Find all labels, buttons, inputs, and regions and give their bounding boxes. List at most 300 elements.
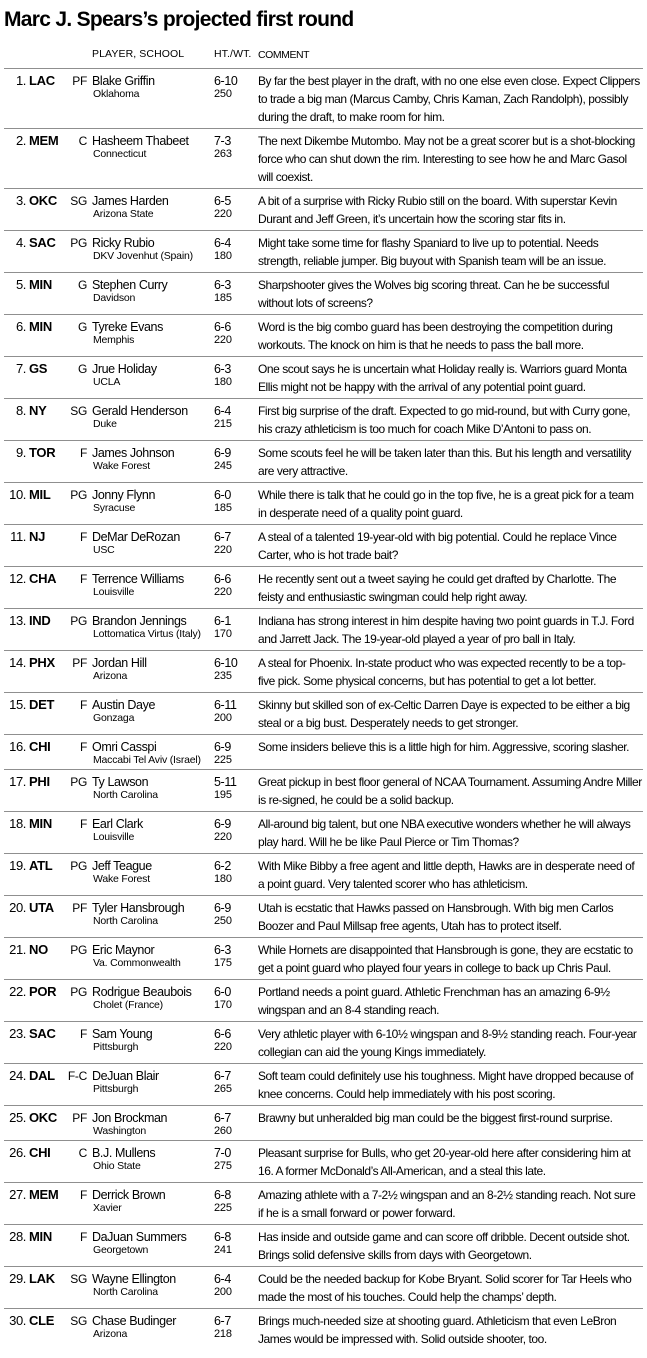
pick-cell bbox=[4, 941, 62, 957]
player-weight: 220 bbox=[214, 334, 232, 346]
player-position: PG bbox=[70, 943, 87, 957]
player-height: 6-10 bbox=[214, 74, 238, 88]
height-weight-cell bbox=[214, 1067, 258, 1096]
pick-number: 15. bbox=[9, 697, 26, 712]
comment-text: He recently sent out a tweet saying he could get drafted by Charlotte. The feisty and enthusiastic swingman could help right away. bbox=[258, 572, 617, 604]
player-weight: 275 bbox=[214, 1160, 232, 1172]
player-weight: 170 bbox=[214, 999, 232, 1011]
height-weight-cell bbox=[214, 234, 258, 263]
comment-text: While there is talk that he could go in the top five, he is a great pick for a team in desperate need of a quality point guard. bbox=[258, 488, 634, 520]
height-weight-cell bbox=[214, 444, 258, 473]
player-height: 6-8 bbox=[214, 1230, 231, 1244]
table-row bbox=[4, 1140, 643, 1182]
player-weight: 218 bbox=[214, 1328, 232, 1340]
table-row bbox=[4, 769, 643, 811]
player-cell bbox=[92, 132, 214, 161]
player-weight: 220 bbox=[214, 586, 232, 598]
player-position: C bbox=[78, 1146, 87, 1160]
player-position: PG bbox=[70, 859, 87, 873]
player-position: SG bbox=[70, 404, 87, 418]
comment-text: Skinny but skilled son of ex-Celtic Darren Daye is expected to be either a big steal or a big bust. Desperately needs to get stronger. bbox=[258, 698, 630, 730]
comment-text: By far the best player in the draft, with no one else even close. Expect Clippers to trade a big man (Marcus Camby, Chris Kaman, Zach Randolph), possibly during the draft, to make room for him. bbox=[258, 74, 640, 124]
pick-number: 14. bbox=[9, 655, 26, 670]
player-weight: 180 bbox=[214, 873, 232, 885]
pick-cell bbox=[4, 612, 62, 628]
height-weight-cell bbox=[214, 402, 258, 431]
player-name: B.J. Mullens bbox=[92, 1146, 156, 1160]
player-height: 6-8 bbox=[214, 1188, 231, 1202]
player-height: 6-3 bbox=[214, 943, 231, 957]
comment-text: Might take some time for flashy Spaniard to live up to potential. Needs strength, reliable jumper. Big buyout with Spanish team will be an issue. bbox=[258, 236, 607, 268]
pick-cell bbox=[4, 192, 62, 208]
player-name: Derrick Brown bbox=[92, 1188, 166, 1202]
player-cell bbox=[92, 738, 214, 767]
player-name: Jrue Holiday bbox=[92, 362, 157, 376]
comment-text: Has inside and outside game and can score off dribble. Decent outside shot. Brings solid defensive skills from days with Georgetown. bbox=[258, 1230, 630, 1262]
comment-text: Very athletic player with 6-10½ wingspan and 8-9½ standing reach. Four-year collegian can aid the young Kings immediately. bbox=[258, 1027, 637, 1059]
player-height: 6-6 bbox=[214, 572, 231, 586]
pick-number: 16. bbox=[9, 739, 26, 754]
player-height: 6-9 bbox=[214, 446, 231, 460]
height-weight-cell bbox=[214, 1025, 258, 1054]
player-cell bbox=[92, 612, 214, 641]
player-weight: 220 bbox=[214, 208, 232, 220]
player-height: 6-7 bbox=[214, 1314, 231, 1328]
player-weight: 220 bbox=[214, 831, 232, 843]
pick-number: 25. bbox=[9, 1110, 26, 1125]
player-cell bbox=[92, 1025, 214, 1054]
team-abbreviation: DAL bbox=[29, 1068, 55, 1083]
table-row bbox=[4, 524, 643, 566]
pick-number: 29. bbox=[9, 1271, 26, 1286]
player-name: Stephen Curry bbox=[92, 278, 168, 292]
height-weight-cell bbox=[214, 612, 258, 641]
pick-cell bbox=[4, 570, 62, 586]
player-position: PG bbox=[70, 985, 87, 999]
height-weight-cell bbox=[214, 72, 258, 101]
column-header-comment: COMMENT bbox=[258, 49, 310, 61]
player-height: 6-2 bbox=[214, 859, 231, 873]
pick-cell bbox=[4, 1109, 62, 1125]
player-name: Sam Young bbox=[92, 1027, 153, 1041]
table-row bbox=[4, 1266, 643, 1308]
player-weight: 215 bbox=[214, 418, 232, 430]
player-cell bbox=[92, 941, 214, 970]
player-school: Wake Forest bbox=[93, 873, 150, 885]
pick-number: 6. bbox=[15, 319, 26, 334]
player-height: 6-3 bbox=[214, 362, 231, 376]
pick-number: 21. bbox=[9, 942, 26, 957]
player-height: 7-0 bbox=[214, 1146, 231, 1160]
player-weight: 250 bbox=[214, 915, 232, 927]
pick-cell bbox=[4, 983, 62, 999]
table-row bbox=[4, 937, 643, 979]
comment-text: Pleasant surprise for Bulls, who get 20-year-old here after considering him at 16. A former McDonald’s All-American, and a steal this late. bbox=[258, 1146, 631, 1178]
team-abbreviation: MIN bbox=[29, 816, 52, 831]
player-cell bbox=[92, 1109, 214, 1138]
height-weight-cell bbox=[214, 318, 258, 347]
table-row bbox=[4, 1182, 643, 1224]
player-name: Ty Lawson bbox=[92, 775, 149, 789]
team-abbreviation: MIN bbox=[29, 1229, 52, 1244]
height-weight-cell bbox=[214, 1312, 258, 1341]
player-school: Va. Commonwealth bbox=[93, 957, 181, 969]
pick-number: 11. bbox=[10, 529, 26, 544]
player-school: Washington bbox=[93, 1125, 147, 1137]
team-abbreviation: LAC bbox=[29, 73, 55, 88]
player-height: 6-6 bbox=[214, 1027, 231, 1041]
player-cell bbox=[92, 234, 214, 263]
player-weight: 241 bbox=[214, 1244, 232, 1256]
player-school: Pittsburgh bbox=[93, 1041, 139, 1053]
team-abbreviation: NO bbox=[29, 942, 48, 957]
player-position: F-C bbox=[67, 1069, 87, 1083]
player-school: USC bbox=[93, 544, 115, 556]
table-row bbox=[4, 979, 643, 1021]
column-header-player-school: PLAYER, SCHOOL bbox=[92, 48, 185, 60]
comment-text: Brawny but unheralded big man could be the biggest first-round surprise. bbox=[258, 1111, 613, 1125]
table-row bbox=[4, 230, 643, 272]
player-weight: 225 bbox=[214, 754, 232, 766]
player-position: PF bbox=[72, 901, 87, 915]
pick-number: 13. bbox=[9, 613, 26, 628]
comment-text: While Hornets are disappointed that Hansbrough is gone, they are ecstatic to get a point guard who played four years in college to back up Chris Paul. bbox=[258, 943, 633, 975]
player-cell bbox=[92, 1228, 214, 1257]
player-weight: 245 bbox=[214, 460, 232, 472]
pick-cell bbox=[4, 132, 62, 148]
comment-text: Amazing athlete with a 7-2½ wingspan and an 8-2½ standing reach. Not sure if he is a small forward or power forward. bbox=[258, 1188, 636, 1220]
column-header-htwt: HT./WT. bbox=[214, 48, 252, 60]
height-weight-cell bbox=[214, 696, 258, 725]
team-abbreviation: ATL bbox=[29, 858, 53, 873]
player-cell bbox=[92, 899, 214, 928]
player-position: PF bbox=[72, 656, 87, 670]
team-abbreviation: SAC bbox=[29, 1026, 56, 1041]
comment-text: Soft team could definitely use his toughness. Might have dropped because of knee concerns. Could help immediately with his post scoring. bbox=[258, 1069, 634, 1101]
comment-text: Portland needs a point guard. Athletic Frenchman has an amazing 6-9½ wingspan and an 8-4 standing reach. bbox=[258, 985, 610, 1017]
player-height: 6-9 bbox=[214, 817, 231, 831]
player-cell bbox=[92, 570, 214, 599]
player-cell bbox=[92, 983, 214, 1012]
player-weight: 220 bbox=[214, 1041, 232, 1053]
team-abbreviation: LAK bbox=[29, 1271, 55, 1286]
player-cell bbox=[92, 360, 214, 389]
team-abbreviation: OKC bbox=[29, 1110, 57, 1125]
pick-number: 24. bbox=[9, 1068, 26, 1083]
pick-cell bbox=[4, 1312, 62, 1328]
comment-text: Some insiders believe this is a little high for him. Aggressive, scoring slasher. bbox=[258, 740, 630, 754]
pick-cell bbox=[4, 696, 62, 712]
page-title: Marc J. Spears’s projected first round bbox=[4, 8, 354, 31]
player-position: G bbox=[77, 278, 87, 292]
player-position: F bbox=[79, 530, 87, 544]
player-weight: 195 bbox=[214, 789, 232, 801]
player-height: 6-7 bbox=[214, 1111, 231, 1125]
player-school: Ohio State bbox=[93, 1160, 141, 1172]
pick-cell bbox=[4, 276, 62, 292]
player-school: North Carolina bbox=[93, 1286, 158, 1298]
height-weight-cell bbox=[214, 1270, 258, 1299]
table-row bbox=[4, 356, 643, 398]
comment-text: Brings much-needed size at shooting guard. Athleticism that even LeBron James would be impressed with. Solid outside shooter, too. bbox=[258, 1314, 617, 1346]
player-name: Jonny Flynn bbox=[92, 488, 155, 502]
player-name: Earl Clark bbox=[92, 817, 143, 831]
table-row bbox=[4, 692, 643, 734]
player-name: Tyreke Evans bbox=[92, 320, 163, 334]
player-height: 6-0 bbox=[214, 488, 231, 502]
player-height: 6-7 bbox=[214, 530, 231, 544]
player-height: 6-0 bbox=[214, 985, 231, 999]
player-name: Jordan Hill bbox=[92, 656, 147, 670]
player-position: PG bbox=[70, 236, 87, 250]
player-position: PG bbox=[70, 488, 87, 502]
player-school: Arizona bbox=[93, 670, 128, 682]
team-abbreviation: CHA bbox=[29, 571, 57, 586]
player-height: 6-4 bbox=[214, 236, 231, 250]
team-abbreviation: SAC bbox=[29, 235, 56, 250]
player-cell bbox=[92, 318, 214, 347]
team-abbreviation: DET bbox=[29, 697, 55, 712]
player-name: James Harden bbox=[92, 194, 169, 208]
pick-cell bbox=[4, 486, 62, 502]
team-abbreviation: PHX bbox=[29, 655, 55, 670]
team-abbreviation: CHI bbox=[29, 739, 51, 754]
comment-text: Utah is ecstatic that Hawks passed on Hansbrough. With big men Carlos Boozer and Paul Millsap free agents, Utah has to protect itself. bbox=[258, 901, 614, 933]
player-position: G bbox=[77, 320, 87, 334]
team-abbreviation: CLE bbox=[29, 1313, 55, 1328]
pick-cell bbox=[4, 1186, 62, 1202]
player-height: 6-11 bbox=[214, 698, 237, 712]
player-school: Xavier bbox=[93, 1202, 122, 1214]
team-abbreviation: MIN bbox=[29, 319, 52, 334]
comment-text: A bit of a surprise with Ricky Rubio still on the board. With superstar Kevin Durant and Jeff Green, it’s uncertain how the scoring star fits in. bbox=[258, 194, 617, 226]
player-school: Cholet (France) bbox=[93, 999, 163, 1011]
team-abbreviation: GS bbox=[29, 361, 48, 376]
height-weight-cell bbox=[214, 899, 258, 928]
table-body bbox=[4, 68, 643, 1350]
pick-number: 23. bbox=[9, 1026, 26, 1041]
player-name: DeMar DeRozan bbox=[92, 530, 180, 544]
pick-number: 9. bbox=[15, 445, 26, 460]
height-weight-cell bbox=[214, 1109, 258, 1138]
pick-number: 27. bbox=[9, 1187, 26, 1202]
player-name: Terrence Williams bbox=[92, 572, 184, 586]
table-row bbox=[4, 398, 643, 440]
player-school: Lottomatica Virtus (Italy) bbox=[93, 628, 201, 640]
team-abbreviation: MEM bbox=[29, 133, 59, 148]
player-height: 6-4 bbox=[214, 1272, 231, 1286]
player-school: Memphis bbox=[93, 334, 135, 346]
player-name: Gerald Henderson bbox=[92, 404, 188, 418]
height-weight-cell bbox=[214, 654, 258, 683]
player-height: 6-9 bbox=[214, 740, 231, 754]
pick-number: 8. bbox=[15, 403, 26, 418]
pick-number: 22. bbox=[9, 984, 26, 999]
table-row bbox=[4, 650, 643, 692]
team-abbreviation: PHI bbox=[29, 774, 50, 789]
player-cell bbox=[92, 815, 214, 844]
height-weight-cell bbox=[214, 486, 258, 515]
player-position: F bbox=[79, 1230, 87, 1244]
player-position: F bbox=[79, 698, 87, 712]
pick-cell bbox=[4, 234, 62, 250]
height-weight-cell bbox=[214, 276, 258, 305]
height-weight-cell bbox=[214, 1228, 258, 1257]
player-position: F bbox=[79, 1027, 87, 1041]
player-height: 6-3 bbox=[214, 278, 231, 292]
player-school: Arizona State bbox=[93, 208, 154, 220]
table-row bbox=[4, 482, 643, 524]
player-school: DKV Jovenhut (Spain) bbox=[93, 250, 193, 262]
player-name: DeJuan Blair bbox=[92, 1069, 159, 1083]
table-row bbox=[4, 188, 643, 230]
player-height: 7-3 bbox=[214, 134, 231, 148]
team-abbreviation: NJ bbox=[29, 529, 46, 544]
table-row bbox=[4, 895, 643, 937]
player-cell bbox=[92, 72, 214, 101]
team-abbreviation: CHI bbox=[29, 1145, 51, 1160]
team-abbreviation: UTA bbox=[29, 900, 54, 915]
pick-cell bbox=[4, 318, 62, 334]
pick-number: 30. bbox=[9, 1313, 26, 1328]
player-weight: 250 bbox=[214, 88, 232, 100]
height-weight-cell bbox=[214, 360, 258, 389]
comment-text: Word is the big combo guard has been destroying the competition during workouts. The knock on him is that he needs to pass the ball more. bbox=[258, 320, 613, 352]
pick-number: 3. bbox=[15, 193, 26, 208]
pick-number: 4. bbox=[15, 235, 26, 250]
comment-text: The next Dikembe Mutombo. May not be a great scorer but is a shot-blocking force who can shut down the rim. Interesting to see how he and Marc Gasol will coexist. bbox=[258, 134, 635, 184]
player-name: Eric Maynor bbox=[92, 943, 155, 957]
height-weight-cell bbox=[214, 192, 258, 221]
height-weight-cell bbox=[214, 132, 258, 161]
table-row bbox=[4, 314, 643, 356]
player-school: Davidson bbox=[93, 292, 136, 304]
comment-text: A steal of a talented 19-year-old with big potential. Could he replace Vince Carter, who is hot trade bait? bbox=[258, 530, 617, 562]
player-weight: 180 bbox=[214, 376, 232, 388]
player-school: Maccabi Tel Aviv (Israel) bbox=[93, 754, 201, 766]
comment-text: All-around big talent, but one NBA executive wonders whether he will always play hard. Will he be like Paul Pierce or Tim Thomas? bbox=[258, 817, 631, 849]
pick-number: 19. bbox=[9, 858, 26, 873]
comment-text: A steal for Phoenix. In-state product who was expected recently to be a top-five pick. Some physical concerns, but has potential to get a lot better. bbox=[258, 656, 626, 688]
player-height: 6-1 bbox=[214, 614, 231, 628]
comment-text: With Mike Bibby a free agent and little depth, Hawks are in desperate need of a point guard. Very talented scorer who has athleticism. bbox=[258, 859, 635, 891]
pick-cell bbox=[4, 402, 62, 418]
height-weight-cell bbox=[214, 941, 258, 970]
pick-cell bbox=[4, 815, 62, 831]
table-row bbox=[4, 811, 643, 853]
player-position: SG bbox=[70, 194, 87, 208]
player-school: Louisville bbox=[93, 831, 135, 843]
pick-cell bbox=[4, 1144, 62, 1160]
pick-number: 12. bbox=[9, 571, 26, 586]
pick-cell bbox=[4, 1025, 62, 1041]
pick-number: 1. bbox=[15, 73, 26, 88]
table-row bbox=[4, 272, 643, 314]
player-school: North Carolina bbox=[93, 789, 158, 801]
player-height: 6-7 bbox=[214, 1069, 231, 1083]
player-name: Blake Griffin bbox=[92, 74, 155, 88]
table-row bbox=[4, 1021, 643, 1063]
comment-text: Some scouts feel he will be taken later than this. But his length and versatility are very attractive. bbox=[258, 446, 632, 478]
player-school: Connecticut bbox=[93, 148, 147, 160]
player-weight: 220 bbox=[214, 544, 232, 556]
player-height: 6-6 bbox=[214, 320, 231, 334]
player-position: PG bbox=[70, 614, 87, 628]
player-name: James Johnson bbox=[92, 446, 175, 460]
player-name: Chase Budinger bbox=[92, 1314, 177, 1328]
player-position: F bbox=[79, 446, 87, 460]
player-cell bbox=[92, 528, 214, 557]
player-school: Oklahoma bbox=[93, 88, 140, 100]
team-abbreviation: POR bbox=[29, 984, 57, 999]
player-school: Arizona bbox=[93, 1328, 128, 1340]
team-abbreviation: TOR bbox=[29, 445, 56, 460]
pick-cell bbox=[4, 899, 62, 915]
player-cell bbox=[92, 1312, 214, 1341]
team-abbreviation: NY bbox=[29, 403, 47, 418]
table-row bbox=[4, 440, 643, 482]
comment-text: Indiana has strong interest in him despite having two point guards in T.J. Ford and Jarrett Jack. The 19-year-old played a year of pro ball in Italy. bbox=[258, 614, 634, 646]
pick-cell bbox=[4, 72, 62, 88]
height-weight-cell bbox=[214, 1144, 258, 1173]
player-weight: 200 bbox=[214, 1286, 232, 1298]
player-weight: 260 bbox=[214, 1125, 232, 1137]
player-weight: 175 bbox=[214, 957, 232, 969]
player-name: Austin Daye bbox=[92, 698, 155, 712]
pick-number: 2. bbox=[15, 133, 26, 148]
player-school: Syracuse bbox=[93, 502, 136, 514]
height-weight-cell bbox=[214, 738, 258, 767]
player-name: DaJuan Summers bbox=[92, 1230, 187, 1244]
player-weight: 235 bbox=[214, 670, 232, 682]
player-name: Omri Casspi bbox=[92, 740, 157, 754]
player-cell bbox=[92, 192, 214, 221]
player-school: Gonzaga bbox=[93, 712, 135, 724]
player-weight: 263 bbox=[214, 148, 232, 160]
comment-text: One scout says he is uncertain what Holiday really is. Warriors guard Monta Ellis might not be happy with the arrival of any potential point guard. bbox=[258, 362, 627, 394]
height-weight-cell bbox=[214, 570, 258, 599]
player-height: 6-5 bbox=[214, 194, 231, 208]
player-height: 5-11 bbox=[214, 775, 237, 789]
player-school: Louisville bbox=[93, 586, 135, 598]
pick-number: 5. bbox=[15, 277, 26, 292]
player-cell bbox=[92, 857, 214, 886]
player-position: F bbox=[79, 1188, 87, 1202]
team-abbreviation: IND bbox=[29, 613, 51, 628]
player-cell bbox=[92, 1186, 214, 1215]
pick-number: 20. bbox=[9, 900, 26, 915]
table-header bbox=[4, 42, 643, 68]
team-abbreviation: MEM bbox=[29, 1187, 59, 1202]
pick-cell bbox=[4, 738, 62, 754]
player-school: UCLA bbox=[93, 376, 121, 388]
table-row bbox=[4, 608, 643, 650]
player-height: 6-4 bbox=[214, 404, 231, 418]
player-school: North Carolina bbox=[93, 915, 158, 927]
player-cell bbox=[92, 1067, 214, 1096]
player-position: F bbox=[79, 572, 87, 586]
pick-cell bbox=[4, 528, 62, 544]
height-weight-cell bbox=[214, 528, 258, 557]
player-name: Brandon Jennings bbox=[92, 614, 187, 628]
player-position: PF bbox=[72, 1111, 87, 1125]
pick-cell bbox=[4, 654, 62, 670]
player-position: PG bbox=[70, 775, 87, 789]
player-position: F bbox=[79, 740, 87, 754]
player-weight: 180 bbox=[214, 250, 232, 262]
player-name: Wayne Ellington bbox=[92, 1272, 176, 1286]
pick-number: 18. bbox=[9, 816, 26, 831]
